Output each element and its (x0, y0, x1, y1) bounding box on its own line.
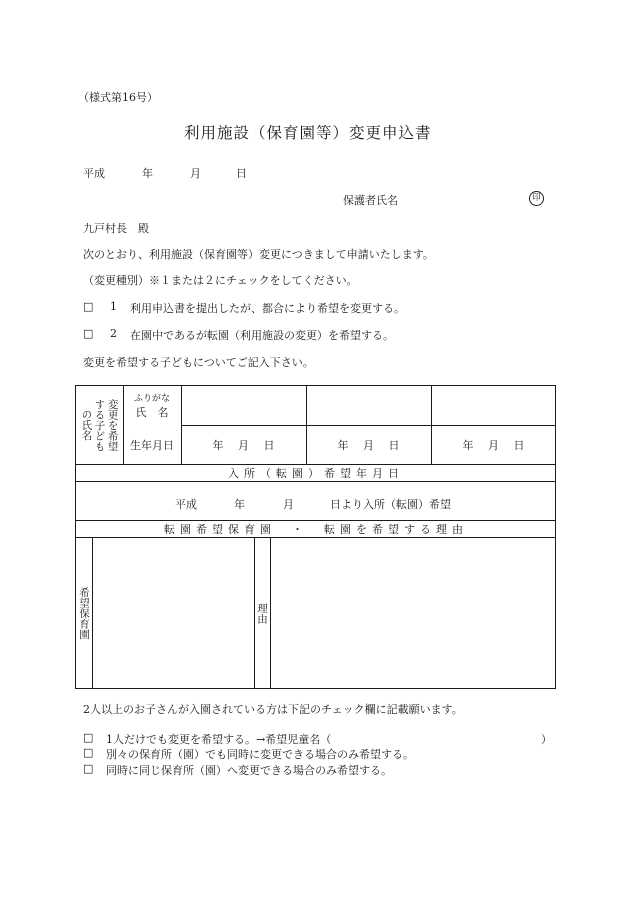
checkbox[interactable]: □ (83, 746, 94, 759)
option-number: 2 (110, 327, 117, 340)
divider (76, 481, 556, 482)
birthdate-field-1[interactable]: 年 月 日 (212, 438, 275, 452)
sibling-option-text: 同時に同じ保育所（園）へ変更できる場合のみ希望する。 (106, 764, 392, 777)
furigana-label: ふりがな (133, 394, 170, 404)
child-name-field-2[interactable] (306, 386, 431, 425)
document-title: 利用施設（保育園等）変更申込書 (184, 124, 432, 142)
admission-era: 平成 (175, 498, 197, 511)
admission-date-header: 入所（転園）希望年月日 (228, 466, 404, 480)
admission-year-label: 年 (234, 498, 245, 511)
admission-suffix: 日より入所（転園）希望 (330, 498, 451, 511)
sibling-option-text: 別々の保育所（園）でも同時に変更できる場合のみ希望する。 (106, 748, 414, 761)
name-label-cell (123, 386, 181, 425)
preferred-nursery-label: 希望保育園 (78, 586, 91, 640)
checkbox[interactable]: □ (83, 327, 94, 340)
children-note: 変更を希望する子どもについてご記入下さい。 (83, 356, 314, 369)
checkbox[interactable]: □ (83, 731, 94, 744)
reason-label: 理由 (256, 602, 269, 624)
date-era: 平成 (83, 167, 105, 180)
option-text: 利用申込書を提出したが、都合により希望を変更する。 (130, 302, 405, 315)
child-name-field-1[interactable] (181, 386, 306, 425)
side-label-line: する子ども (93, 398, 106, 452)
form-number: （様式第16号） (78, 91, 158, 104)
preferred-nursery-field[interactable] (92, 537, 254, 689)
preference-header: 転園希望保育園 ・ 転園を希望する理由 (164, 522, 468, 536)
child-name-field-3[interactable] (431, 386, 556, 425)
admission-month-label: 月 (283, 498, 294, 511)
date-month-label: 月 (190, 167, 201, 180)
child-name-side-label (76, 386, 123, 464)
side-label-line: の氏名 (80, 409, 93, 441)
birthdate-field-2[interactable]: 年 月 日 (337, 438, 400, 452)
sibling-option-text: 1人だけでも変更を希望する。→希望児童名（ (106, 733, 332, 746)
option-number: 1 (110, 300, 117, 313)
birthdate-field-3[interactable]: 年 月 日 (462, 438, 525, 452)
option-text: 在園中であるが転園（利用施設の変更）を希望する。 (130, 329, 394, 342)
change-type-note: （変更種別）※１または２にチェックをしてください。 (83, 274, 358, 287)
date-day-label: 日 (236, 167, 247, 180)
application-table (75, 385, 556, 689)
intro-text: 次のとおり、利用施設（保育園等）変更につきまして申請いたします。 (83, 248, 434, 261)
checkbox[interactable]: □ (83, 300, 94, 313)
date-year-label: 年 (142, 167, 153, 180)
name-label: 氏 名 (135, 406, 169, 419)
closing-paren: ） (541, 733, 552, 746)
seal-mark: 印 (529, 191, 544, 206)
addressee: 九戸村長 殿 (83, 222, 149, 235)
siblings-note: 2人以上のお子さんが入園されている方は下記のチェック欄に記載願います。 (83, 703, 463, 716)
reason-label-cell (254, 537, 270, 689)
birthdate-label: 生年月日 (130, 438, 174, 452)
guardian-name-label: 保護者氏名 (343, 194, 398, 207)
side-label-line: 変更を希望 (106, 398, 119, 452)
preferred-nursery-label-cell (76, 537, 92, 689)
reason-field[interactable] (270, 537, 556, 689)
checkbox[interactable]: □ (83, 762, 94, 775)
